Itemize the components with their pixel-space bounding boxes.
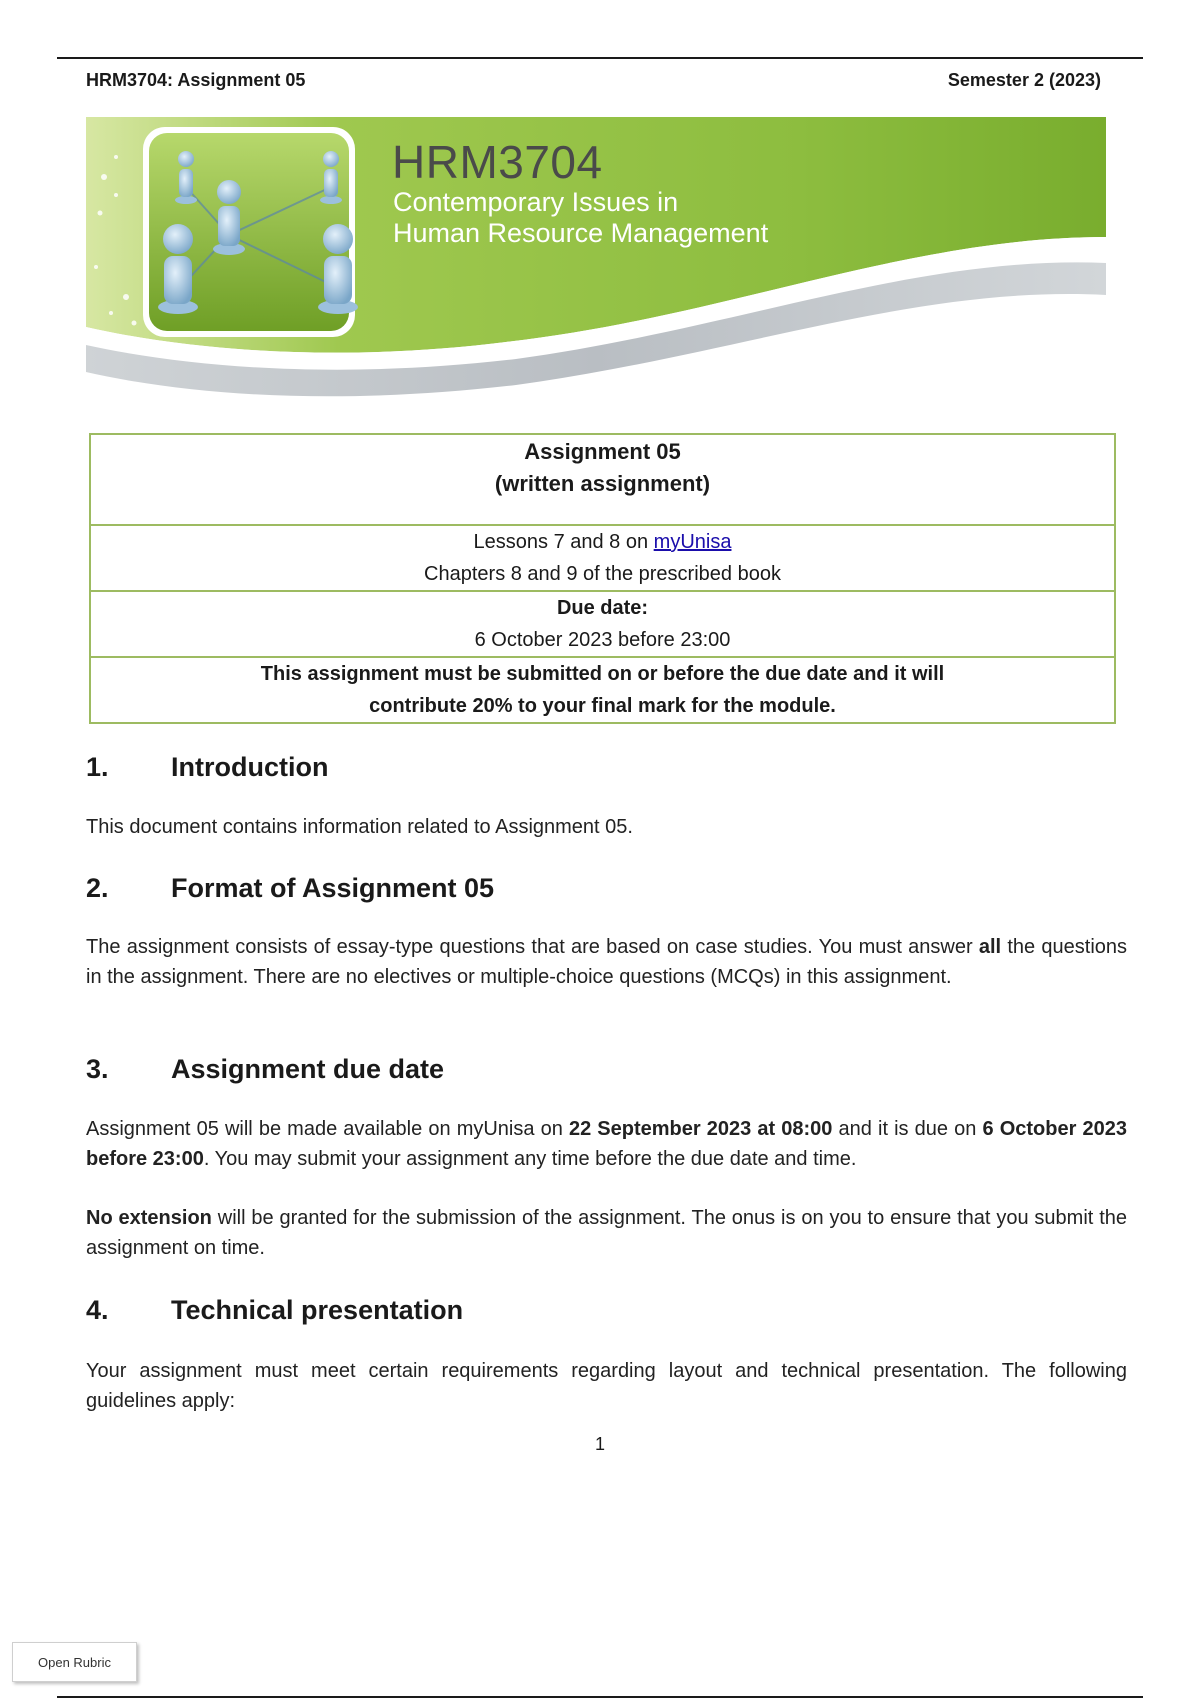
submission-notice-cell [90,657,1115,723]
due-date-label: Due date: [556,597,649,619]
assignment-type: (written assignment) [494,471,711,496]
notice-line2: contribute 20% to your final mark for the module. [369,695,836,717]
section-2-paragraph: The assignment consists of essay-type questions that are based on case studies. You must answer all the questions in the assignment. There are no electives or multiple-choice questions (MCQs) in this assignment. [86,936,1128,988]
notice-line1: This assignment must be submitted on or before the due date and it will [260,663,945,685]
section-4-heading [86,1295,463,1326]
section-title: Introduction [171,752,329,782]
section-1-paragraph: This document contains information related to Assignment 05. [86,816,633,838]
section-number: 4. [86,1295,109,1325]
due-date-cell [90,591,1115,657]
banner-course-code: HRM3704 [392,136,603,188]
chapters-text: Chapters 8 and 9 of the prescribed book [424,563,781,585]
assignment-title: Assignment 05 [524,439,681,464]
section-title: Technical presentation [171,1295,464,1325]
due-date-value: 6 October 2023 before 23:00 [474,629,731,651]
banner-subtitle-line2: Human Resource Management [393,218,769,248]
section-2-heading [86,873,494,904]
section-number: 2. [86,873,109,903]
header-course: HRM3704: Assignment 05 [86,70,306,90]
assignment-info-table [89,433,1116,724]
myunisa-link[interactable]: myUnisa [653,531,732,553]
section-number: 1. [86,752,109,782]
section-title: Format of Assignment 05 [171,873,495,903]
open-rubric-button[interactable]: Open Rubric [12,1642,137,1682]
study-material-cell [90,525,1115,591]
section-3-paragraph-2: No extension will be granted for the submission of the assignment. The onus is on you to ensure that you submit the assignment on time. [86,1207,1127,1259]
top-rule [57,57,1143,59]
section-4-paragraph: Your assignment must meet certain requirements regarding layout and technical presentation. The following guidelines apply: [86,1360,1127,1412]
page-number: 1 [594,1434,605,1454]
section-1-heading [86,752,328,783]
bottom-rule [57,1696,1143,1698]
section-3-paragraph-1: Assignment 05 will be made available on myUnisa on 22 September 2023 at 08:00 and it is due on 6 October 2023 before 23:00. You may submit your assignment any time before the due date and time. [86,1118,1127,1170]
header-semester: Semester 2 (2023) [947,70,1101,90]
assignment-title-cell [90,434,1115,525]
section-number: 3. [86,1054,109,1084]
page-header [86,70,1101,91]
lessons-text: Lessons 7 and 8 on [473,531,654,553]
course-banner [86,117,1106,407]
section-3-heading [86,1054,444,1085]
section-title: Assignment due date [171,1054,445,1084]
banner-subtitle-line1: Contemporary Issues in [393,187,679,217]
